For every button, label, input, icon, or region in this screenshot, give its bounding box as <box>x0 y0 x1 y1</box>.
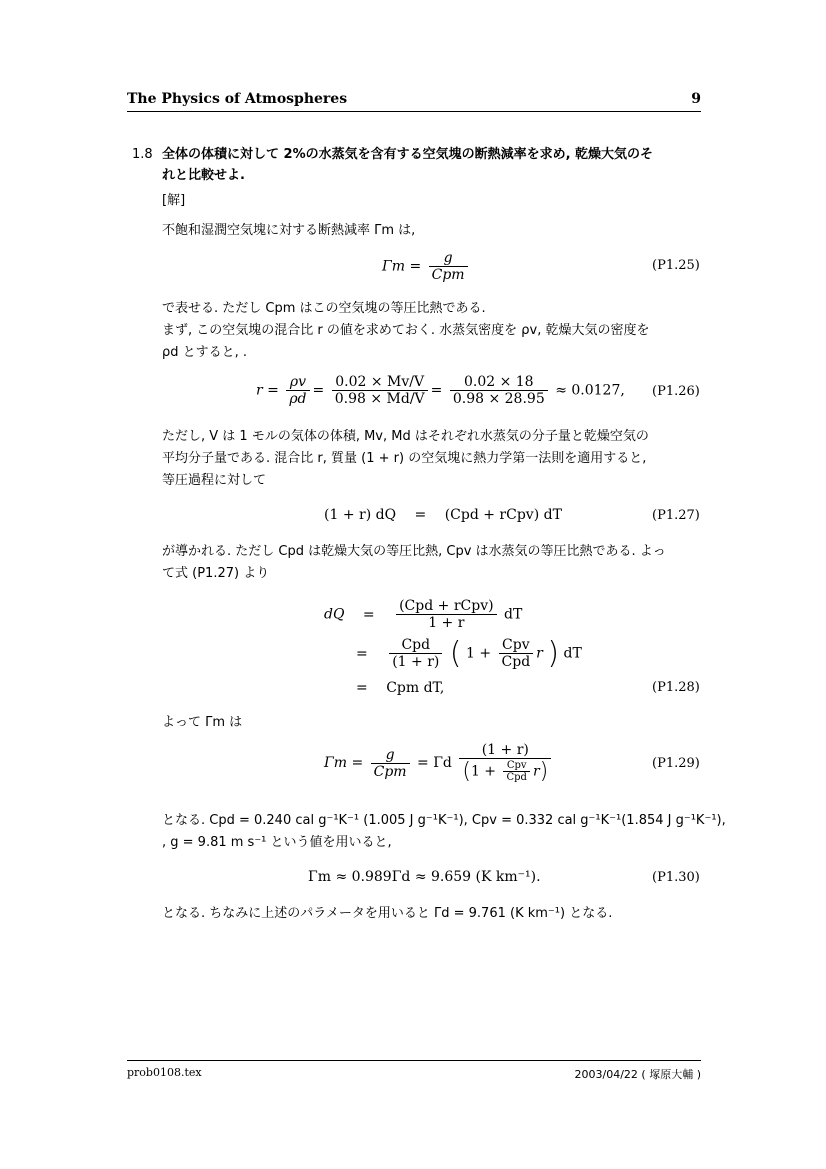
eq129-f1-den: Cpm <box>373 763 407 780</box>
eq129-fraction1 <box>371 747 410 780</box>
equation-p1-28-row3 <box>356 680 444 696</box>
eq128-row1-fraction <box>396 598 496 631</box>
eq129-den-pre: 1 + <box>470 763 497 780</box>
eq125-num: g <box>443 250 453 266</box>
paragraph-5-line1: が導かれる. ただし Cpd は乾燥大気の等圧比熱, Cpv は水蒸気の等圧比熱である. よっ <box>162 544 666 559</box>
eq128-lhs: dQ <box>324 606 345 623</box>
footer-filename: prob0108.tex <box>127 1066 202 1079</box>
footer-date-author: 2003/04/22 ( 塚原大輔 ) <box>574 1068 701 1081</box>
eq128-row3: Cpm dT, <box>386 680 445 696</box>
paragraph-4-line3: 等圧過程に対して <box>162 473 267 488</box>
eq129-f1-num: g <box>385 746 395 763</box>
eq127-equals: = <box>414 507 427 523</box>
eq127-rhs: (Cpd + rCpv) dT <box>444 507 562 523</box>
equation-p1-26: r = $\frac{\rho v}{\rho d}$ = $\frac{0.02 \times Mv/V}{0.98 \times Md/V}$ = $\frac{0.02 \times 18}{0.98 \times 28.95}$ ≈ 0.0127, <box>256 374 625 407</box>
eq128-inner-den: Cpd <box>501 654 531 670</box>
eq128-paren-right: ) <box>547 636 560 671</box>
eq129-den-post: r <box>532 763 540 780</box>
eq125-fraction <box>429 250 468 283</box>
paragraph-7-line1: となる. Cpd = 0.240 cal g⁻¹K⁻¹ (1.005 J g⁻¹K⁻¹), Cpv = 0.332 cal g⁻¹K⁻¹(1.854 J g⁻¹K⁻¹), <box>162 813 726 828</box>
footer-rule <box>127 1060 701 1061</box>
eq128-inner-fraction <box>499 637 534 670</box>
equation-p1-25 <box>382 250 471 283</box>
equation-label-p1-29: (P1.29) <box>652 756 700 771</box>
header-title: The Physics of Atmospheres <box>127 91 348 107</box>
equation-label-p1-27: (P1.27) <box>652 508 700 523</box>
paragraph-4-line2: 平均分子量である. 混合比 r, 質量 (1 + r) の空気塊に熱力学第一法則を適用すると, <box>162 451 647 466</box>
paragraph-4-line1: ただし, V は 1 モルの気体の体積, Mv, Md はそれぞれ水蒸気の分子量と乾燥空気の <box>162 429 649 444</box>
eq128-inner-pre: 1 + <box>465 645 492 662</box>
paragraph-6: よって Γm は <box>162 715 243 730</box>
eq129-paren-right: ) <box>539 759 549 784</box>
paragraph-3-line2: ρd とすると, . <box>162 345 248 360</box>
eq125-den: Cpm <box>431 267 465 283</box>
eq126-lhs: r = <box>256 382 279 399</box>
eq129-mid: = Γd <box>417 755 452 771</box>
equation-p1-30: Γm ≈ 0.989Γd ≈ 9.659 (K km⁻¹). <box>308 869 541 885</box>
equation-label-p1-26: (P1.26) <box>652 384 700 399</box>
eq126-f2-num: 0.02 × Mv/V <box>332 374 428 391</box>
eq128-row2-num: Cpd <box>389 637 442 654</box>
eq126-fraction2 <box>332 374 428 407</box>
eq128-equals-3: = <box>356 680 368 696</box>
paragraph-5-line2: て式 (P1.27) より <box>162 566 270 581</box>
equation-p1-28-row2 <box>356 636 582 671</box>
eq126-f2-den: 0.98 × Md/V <box>334 391 425 407</box>
page-number: 9 <box>691 91 701 107</box>
eq128-row2-fraction <box>389 637 442 670</box>
eq129-lhs: Γm = <box>324 755 364 771</box>
eq128-row1-den: 1 + r <box>428 615 465 631</box>
equation-label-p1-25: (P1.25) <box>652 258 700 273</box>
paragraph-1: 不飽和湿潤空気塊に対する断熱減率 Γm は, <box>162 223 416 238</box>
eq128-equals-1: = <box>362 606 375 623</box>
eq128-row2-tail: dT <box>563 645 582 662</box>
eq129-f2-num: (1 + r) <box>459 742 551 759</box>
eq128-inner-post: r <box>536 645 543 662</box>
problem-statement-line2: れと比較せよ. <box>162 168 245 183</box>
paragraph-8: となる. ちなみに上述のパラメータを用いると Γd = 9.761 (K km⁻¹) となる. <box>162 906 613 921</box>
eq128-row1-tail: dT <box>504 606 523 623</box>
paragraph-3-line1: まず, この空気塊の混合比 r の値を求めておく. 水蒸気密度を ρv, 乾燥大気の密度を <box>162 323 650 338</box>
eq126-fraction1 <box>286 374 309 407</box>
eq126-result: ≈ 0.0127, <box>555 382 625 399</box>
eq126-f3-den: 0.98 × 28.95 <box>452 391 545 407</box>
eq126-f1-den: ρd <box>289 391 307 407</box>
paragraph-7-line2: , g = 9.81 m s⁻¹ という値を用いると, <box>162 835 392 850</box>
equation-label-p1-28: (P1.28) <box>652 680 700 695</box>
solution-label: [解] <box>162 193 186 208</box>
eq128-inner-num: Cpv <box>499 637 534 654</box>
eq128-row1-num: (Cpd + rCpv) <box>396 598 496 615</box>
eq128-equals-2: = <box>356 645 368 662</box>
equation-p1-28-row1 <box>324 598 522 631</box>
eq129-inner-fraction <box>503 760 529 783</box>
eq129-paren-left: ( <box>462 759 471 784</box>
eq126-f3-num: 0.02 × 18 <box>450 374 548 391</box>
eq128-row2-den: (1 + r) <box>392 654 440 670</box>
problem-number: 1.8 <box>132 147 153 162</box>
eq126-fraction3 <box>450 374 548 407</box>
eq125-lhs: Γm = <box>382 258 422 275</box>
problem-statement-line1: 全体の体積に対して 2%の水蒸気を含有する空気塊の断熱減率を求め, 乾燥大気のそ <box>162 147 654 162</box>
eq126-f1-num: ρv <box>289 374 306 390</box>
header-rule <box>127 111 701 112</box>
eq127-lhs: (1 + r) dQ <box>324 507 397 523</box>
eq129-fraction2 <box>459 742 551 784</box>
equation-label-p1-30: (P1.30) <box>652 870 700 885</box>
eq129-inner-num: Cpv <box>503 760 529 772</box>
eq129-inner-den: Cpd <box>506 772 527 783</box>
equation-p1-27 <box>324 507 562 523</box>
eq128-paren-left: ( <box>449 636 462 671</box>
equation-p1-29 <box>324 742 554 784</box>
paragraph-2: で表せる. ただし Cpm はこの空気塊の等圧比熱である. <box>162 301 486 316</box>
